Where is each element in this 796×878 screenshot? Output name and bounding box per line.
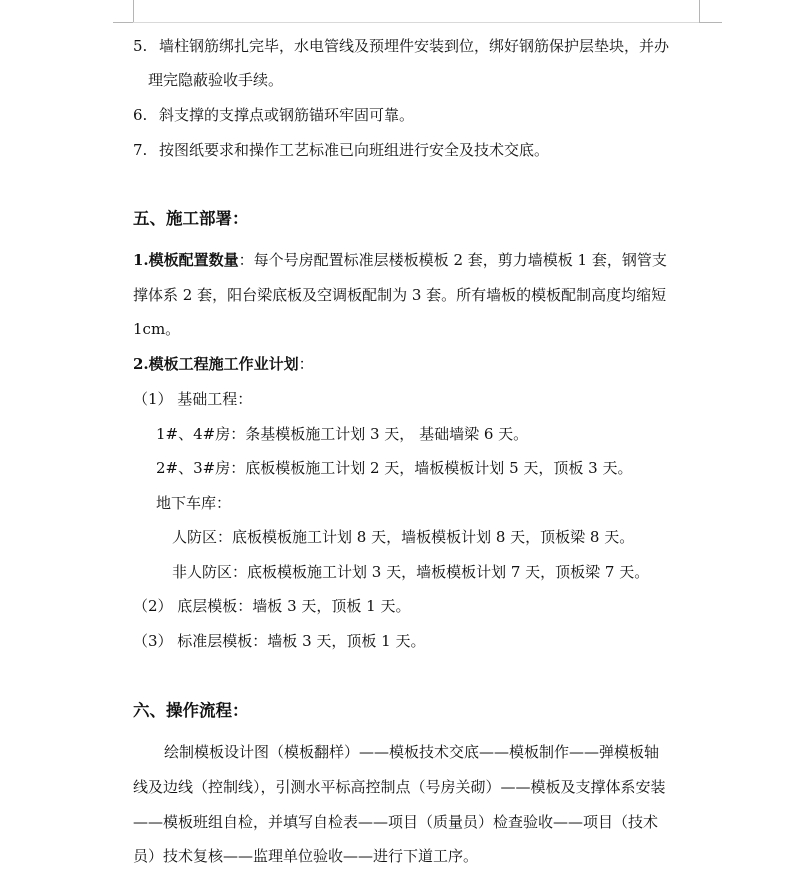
process-paragraph-line: ——模板班组自检，并填写自检表——项目（质量员）检查验收——项目（技术 [133, 813, 659, 831]
paragraph-label: 1.模板配置数量 [133, 251, 239, 269]
list-item-7: 7. 按图纸要求和操作工艺标准已向班组进行安全及技术交底。 [133, 141, 550, 159]
list-item-5: 5. 墙柱钢筋绑扎完毕，水电管线及预埋件安装到位，绑好钢筋保护层垫块，并办 [133, 37, 670, 55]
page-top-border [133, 22, 699, 23]
page-corner-mark-right [699, 0, 722, 23]
subsection-foundation: （1） 基础工程： [133, 390, 253, 408]
plan-item-1-4-house: 1#、4#房：条基模板施工计划 3 天， 基础墙梁 6 天。 [156, 425, 529, 443]
subsection-standard-floor: （3） 标准层模板：墙板 3 天，顶板 1 天。 [133, 632, 426, 650]
process-paragraph-line: 员）技术复核——监理单位验收——进行下道工序。 [133, 847, 479, 865]
plan-item-2-3-house: 2#、3#房：底板模板施工计划 2 天，墙板模板计划 5 天，顶板 3 天。 [156, 459, 633, 477]
paragraph-label: 2.模板工程施工作业计划 [133, 355, 299, 373]
paragraph-line: 撑体系 2 套，阳台梁底板及空调板配制为 3 套。所有墙板的模板配制高度均缩短 [133, 286, 667, 304]
paragraph-line: 1cm。 [133, 320, 181, 338]
section-5-heading: 五、施工部署： [133, 209, 249, 228]
list-item-5-continuation: 理完隐蔽验收手续。 [148, 71, 284, 89]
paragraph-work-plan: 2.模板工程施工作业计划： [133, 355, 314, 373]
paragraph-template-quantity: 1.模板配置数量：每个号房配置标准层楼板模板 2 套，剪力墙模板 1 套，钢管支 [133, 251, 667, 269]
process-paragraph-line: 线及边线（控制线），引测水平标高控制点（号房关砌）——模板及支撑体系安装 [133, 778, 666, 796]
plan-item-civil-defense: 人防区：底板模板施工计划 8 天，墙板模板计划 8 天，顶板梁 8 天。 [172, 528, 635, 546]
plan-item-garage: 地下车库： [156, 494, 232, 512]
list-item-6: 6. 斜支撑的支撑点或钢筋锚环牢固可靠。 [133, 106, 415, 124]
subsection-ground-floor: （2） 底层模板：墙板 3 天，顶板 1 天。 [133, 597, 411, 615]
section-6-heading: 六、操作流程： [133, 701, 249, 720]
plan-item-non-civil-defense: 非人防区：底板模板施工计划 3 天，墙板模板计划 7 天，顶板梁 7 天。 [172, 563, 650, 581]
process-paragraph-line: 绘制模板设计图（模板翻样）——模板技术交底——模板制作——弹模板轴 [164, 743, 660, 761]
page-corner-mark-left [113, 0, 134, 23]
